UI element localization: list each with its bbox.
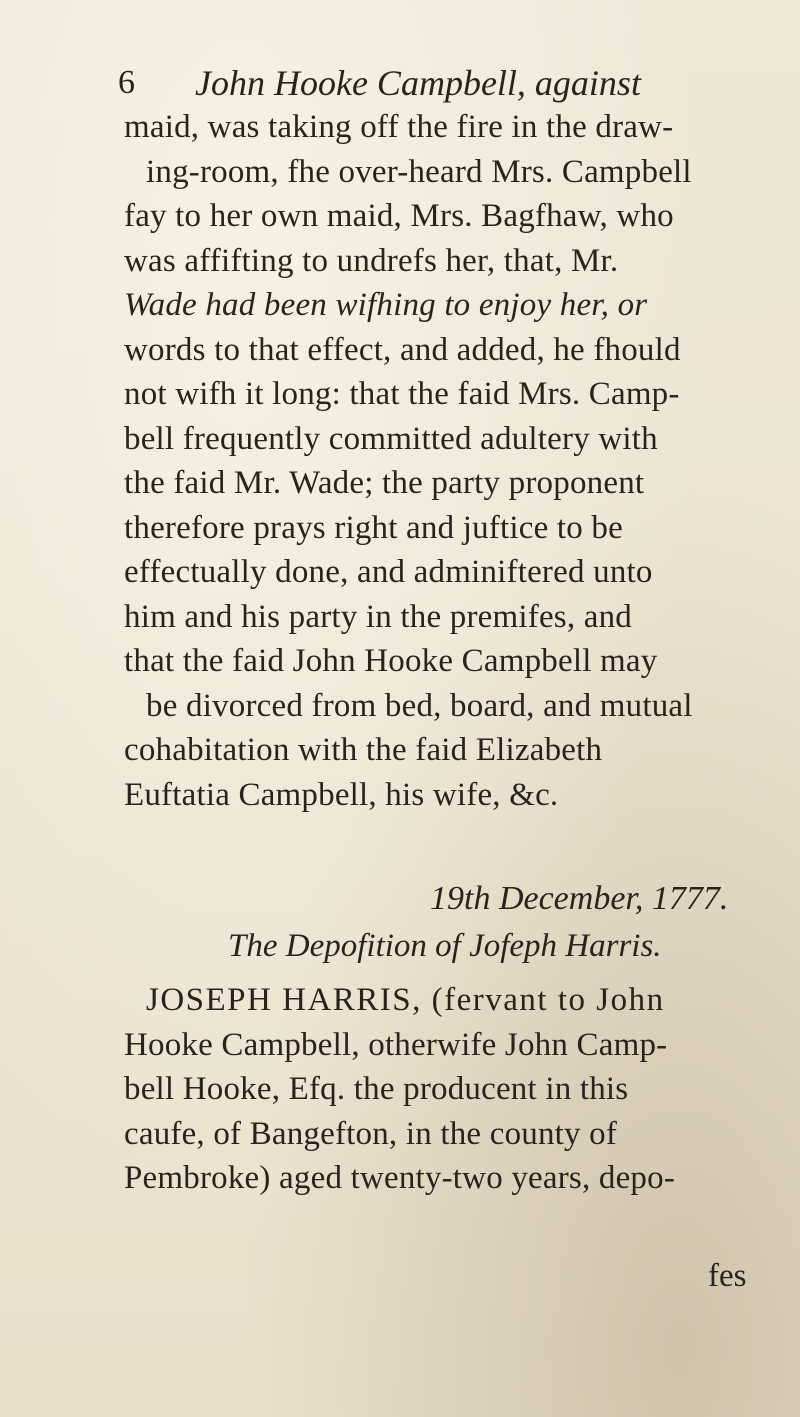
text-line: therefore prays right and juftice to be [124,509,623,546]
text-line: Euftatia Campbell, his wife, &c. [124,776,559,813]
body-paragraph-2 [124,978,784,1201]
text-line: JOSEPH HARRIS, (fervant to John [146,982,665,1018]
running-head: John Hooke Campbell, against [195,63,641,103]
page-number: 6 [118,64,135,101]
text-line: fay to her own maid, Mrs. Bagfhaw, who [124,198,674,234]
text-line: Hooke Campbell, otherwife John Camp- [124,1026,668,1063]
text-line: cohabitation with the faid Elizabeth [124,732,603,768]
text-line: Wade had been wifhing to enjoy her, or [124,287,648,323]
text-line: bell frequently committed adultery with [124,420,658,457]
text-line: was affifting to undrefs her, that, Mr. [124,242,619,279]
text-line: ing-room, fhe over-heard Mrs. Campbell [146,153,692,190]
body-paragraph-1 [124,105,784,817]
text-line: that the faid John Hooke Campbell may [124,643,658,679]
deposition-date: 19th December, 1777. [430,880,729,917]
text-line: him and his party in the premifes, and [124,598,632,635]
text-line: words to that effect, and added, he fhould [124,331,681,368]
catchword: fes [708,1258,747,1294]
deposition-title: The Depofition of Jofeph Harris. [228,928,662,964]
text-line: not wifh it long: that the faid Mrs. Camp- [124,376,680,412]
text-line: be divorced from bed, board, and mutual [146,687,693,724]
text-line: bell Hooke, Efq. the producent in this [124,1071,629,1107]
text-line: effectually done, and adminiftered unto [124,554,653,590]
text-line: maid, was taking off the fire in the draw- [124,109,674,145]
text-line: caufe, of Bangefton, in the county of [124,1115,618,1152]
text-line: the faid Mr. Wade; the party proponent [124,465,645,501]
text-line: Pembroke) aged twenty-two years, depo- [124,1160,676,1196]
